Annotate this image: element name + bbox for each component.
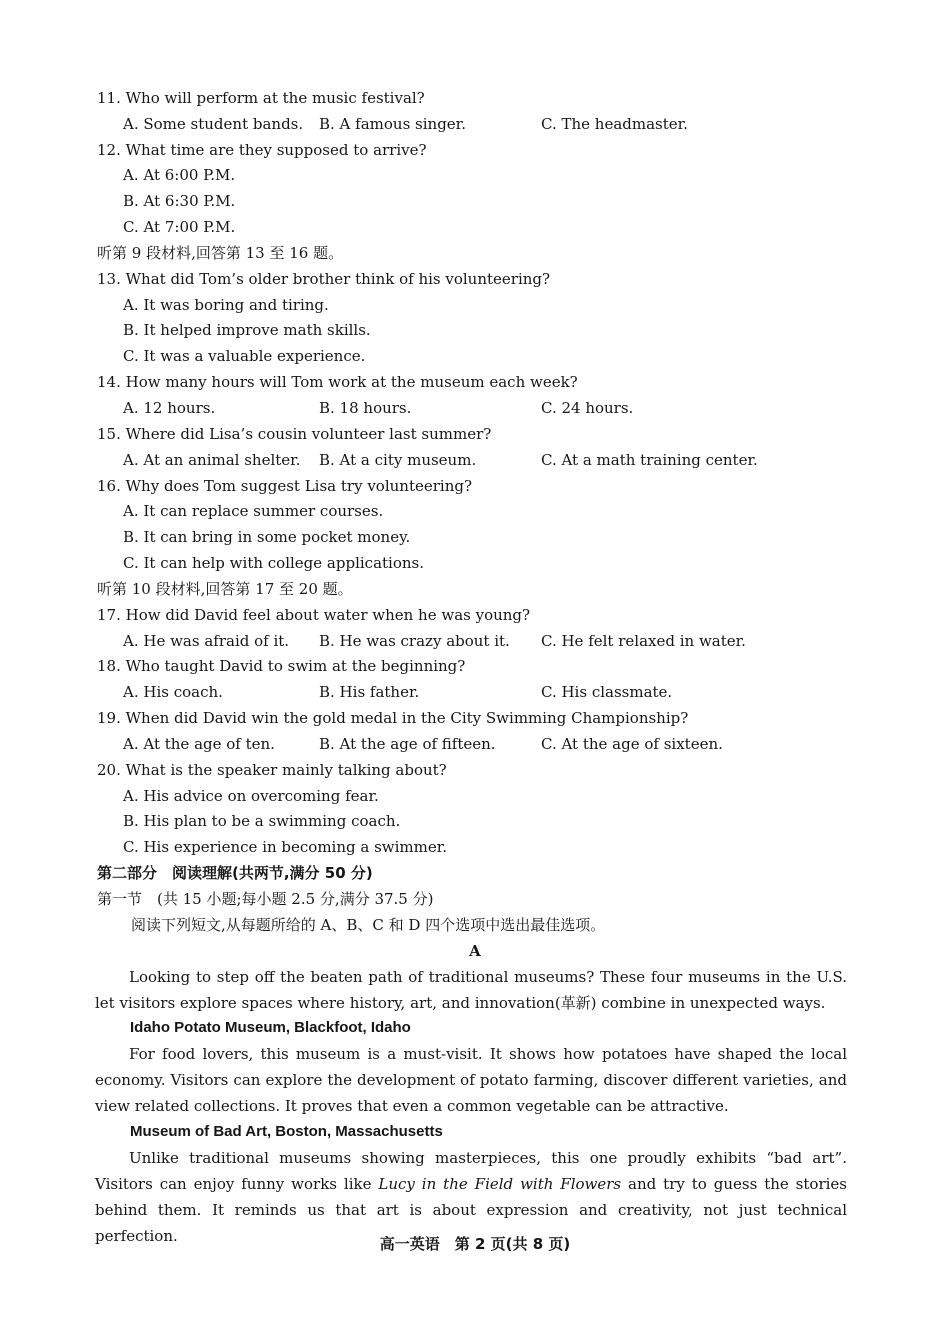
page-footer: 高一英语 第 2 页(共 8 页) [379,1235,571,1253]
reading-instruction: 阅读下列短文,从每题所给的 A、B、C 和 D 四个选项中选出最佳选项。 [131,916,606,934]
museum-1-text: For food lovers, this museum is a must-visit. It shows how potatoes have shaped the local economy. Visitors can explore the development of potato farming, discover different varieties, and view related collections. It proves that even a common vegetable can be attractive. [95,1045,847,1115]
option-16c: C. It can help with college applications. [123,554,424,572]
museum-2-text-part2: and try to guess the stories behind them. It reminds us that art is about expression and creativity, not just technical perfection. [95,1175,847,1245]
option-14c: C. 24 hours. [541,399,634,417]
option-14b: B. 18 hours. [319,399,412,417]
question-15: 15. Where did Lisa’s cousin volunteer last summer? [97,425,492,443]
part-two-title: 第二部分 阅读理解(共两节,满分 50 分) [97,864,373,882]
intro-text: Looking to step off the beaten path of traditional museums? These four museums in the U.S. let visitors explore spaces where history, art, and innovation(革新) combine in unexpected ways. [95,968,847,1012]
question-20: 20. What is the speaker mainly talking about? [97,761,447,779]
museum-2-title: Museum of Bad Art, Boston, Massachusetts [130,1123,443,1140]
option-12b: B. At 6:30 P.M. [123,192,236,210]
option-16a: A. It can replace summer courses. [123,502,384,520]
option-12a: A. At 6:00 P.M. [123,166,236,184]
option-20b: B. His plan to be a swimming coach. [123,812,401,830]
section-one-title: 第一节 (共 15 小题;每小题 2.5 分,满分 37.5 分) [97,890,434,908]
option-15b: B. At a city museum. [319,451,477,469]
option-17b: B. He was crazy about it. [319,632,510,650]
option-18b: B. His father. [319,683,420,701]
question-18: 18. Who taught David to swim at the beginning? [97,657,466,675]
option-11a: A. Some student bands. [123,115,304,133]
question-12: 12. What time are they supposed to arrive? [97,141,427,159]
option-11b: B. A famous singer. [319,115,466,133]
option-19a: A. At the age of ten. [123,735,275,753]
passage-letter: A [469,942,481,960]
museum-2-text-part1: Unlike traditional museums showing masterpieces, this one proudly exhibits “bad art”. Visitors can enjoy funny works like [95,1149,847,1193]
section-9-heading: 听第 9 段材料,回答第 13 至 16 题。 [97,244,344,262]
option-14a: A. 12 hours. [123,399,216,417]
option-13a: A. It was boring and tiring. [123,296,329,314]
option-13b: B. It helped improve math skills. [123,321,371,339]
option-17a: A. He was afraid of it. [123,632,290,650]
option-15c: C. At a math training center. [541,451,758,469]
option-12c: C. At 7:00 P.M. [123,218,236,236]
museum-1-title: Idaho Potato Museum, Blackfoot, Idaho [130,1019,411,1036]
question-19: 19. When did David win the gold medal in the City Swimming Championship? [97,709,689,727]
question-13: 13. What did Tom’s older brother think of his volunteering? [97,270,551,288]
option-19b: B. At the age of fifteen. [319,735,496,753]
option-20a: A. His advice on overcoming fear. [123,787,379,805]
option-19c: C. At the age of sixteen. [541,735,723,753]
question-17: 17. How did David feel about water when he was young? [97,606,531,624]
option-18a: A. His coach. [123,683,223,701]
question-11: 11. Who will perform at the music festival? [97,89,425,107]
option-17c: C. He felt relaxed in water. [541,632,746,650]
option-18c: C. His classmate. [541,683,673,701]
section-10-heading: 听第 10 段材料,回答第 17 至 20 题。 [97,580,353,598]
option-13c: C. It was a valuable experience. [123,347,366,365]
question-14: 14. How many hours will Tom work at the museum each week? [97,373,578,391]
option-20c: C. His experience in becoming a swimmer. [123,838,448,856]
question-16: 16. Why does Tom suggest Lisa try volunteering? [97,477,472,495]
artwork-title: Lucy in the Field with Flowers [378,1175,622,1193]
museum-1-paragraph [95,1041,847,1119]
option-15a: A. At an animal shelter. [123,451,301,469]
passage-intro [95,964,847,1016]
option-11c: C. The headmaster. [541,115,688,133]
option-16b: B. It can bring in some pocket money. [123,528,411,546]
